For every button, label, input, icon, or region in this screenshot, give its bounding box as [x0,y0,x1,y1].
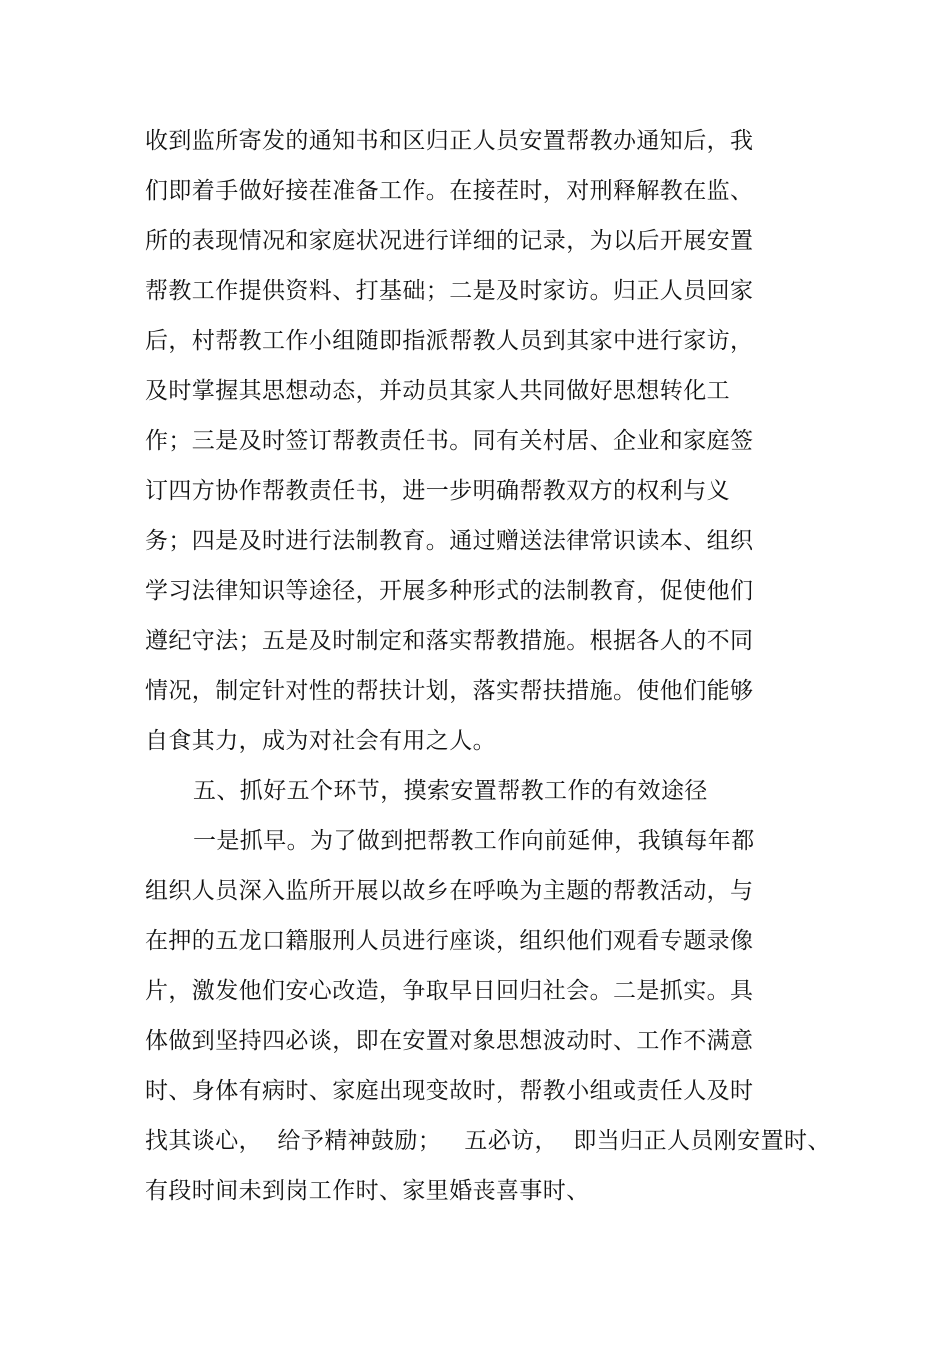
text-line: 们即着手做好接茬准备工作。在接茬时，对刑释解教在监、 [145,178,754,204]
text-line: 帮教工作提供资料、打基础；二是及时家访。归正人员回家 [145,278,754,304]
text-line: 订四方协作帮教责任书，进一步明确帮教双方的权利与义 [145,478,730,504]
text-line: 时、身体有病时、家庭出现变故时，帮教小组或责任人及时 [145,1078,754,1104]
text-line: 务；四是及时进行法制教育。通过赠送法律常识读本、组织 [145,528,754,554]
text-line: 组织人员深入监所开展以故乡在呼唤为主题的帮教活动，与 [145,878,754,904]
text-line: 收到监所寄发的通知书和区归正人员安置帮教办通知后，我 [145,128,754,154]
text-line: 有段时间未到岗工作时、家里婚丧喜事时、 [145,1178,590,1204]
text-line: 自食其力，成为对社会有用之人。 [145,728,496,754]
text-line: 体做到坚持四必谈，即在安置对象思想波动时、工作不满意 [145,1028,754,1054]
text-line: 所的表现情况和家庭状况进行详细的记录，为以后开展安置 [145,228,754,254]
text-line: 学习法律知识等途径，开展多种形式的法制教育，促使他们 [145,578,754,604]
text-line: 作；三是及时签订帮教责任书。同有关村居、企业和家庭签 [145,428,754,454]
text-line: 及时掌握其思想动态，并动员其家人共同做好思想转化工 [145,378,730,404]
text-line: 遵纪守法；五是及时制定和落实帮教措施。根据各人的不同 [145,628,754,654]
text-line: 片，激发他们安心改造，争取早日回归社会。二是抓实。具 [145,978,754,1004]
text-line: 情况，制定针对性的帮扶计划，落实帮扶措施。使他们能够 [145,678,754,704]
text-line: 后，村帮教工作小组随即指派帮教人员到其家中进行家访， [145,328,754,354]
text-line: 在押的五龙口籍服刑人员进行座谈，组织他们观看专题录像 [145,928,754,954]
text-line: 找其谈心， 给予精神鼓励； 五必访， 即当归正人员刚安置时、 [145,1128,831,1154]
section-heading: 五、抓好五个环节，摸索安置帮教工作的有效途径 [193,778,708,804]
text-line: 一是抓早。为了做到把帮教工作向前延伸，我镇每年都 [193,828,755,854]
